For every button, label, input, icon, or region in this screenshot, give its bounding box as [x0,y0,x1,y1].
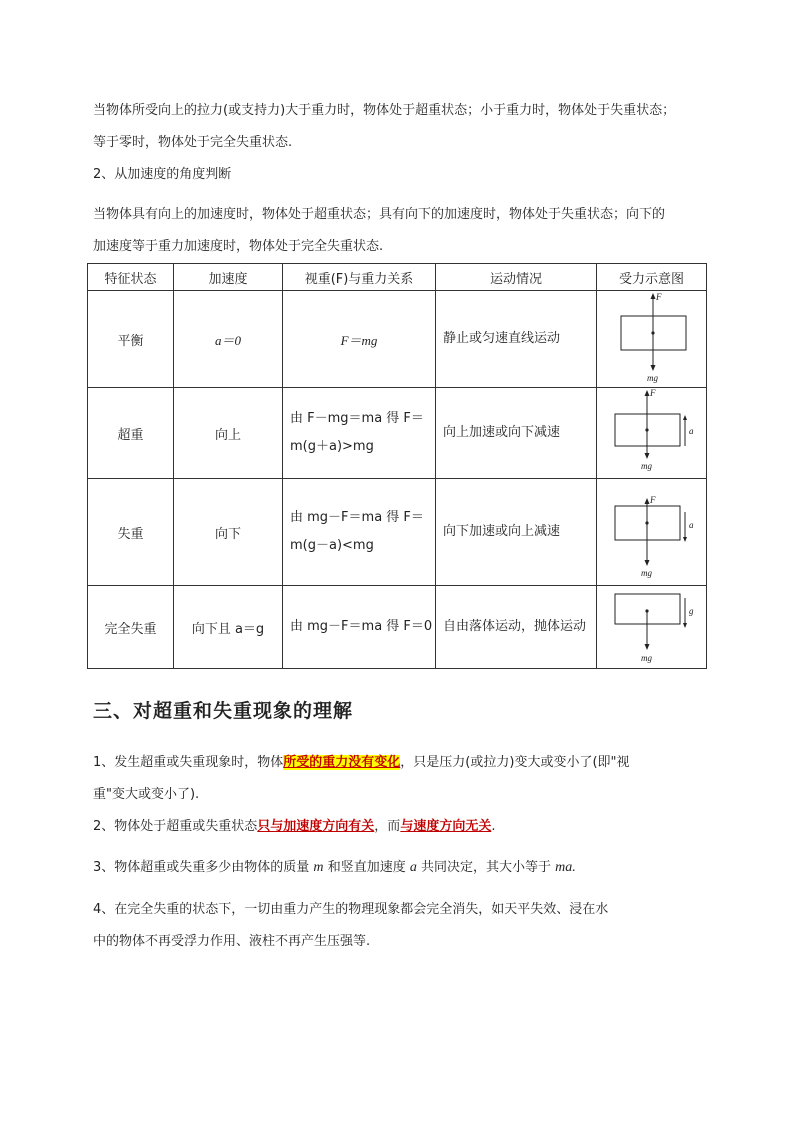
section3-p4-line-1: 4、在完全失重的状态下，一切由重力产生的物理现象都会完全消失，如天平失效、浸在水 [93,902,609,917]
section3-p1-line-2: 重"变大或变小了). [93,787,200,802]
cell-state: 失重 [88,479,174,586]
label-mg: mg [640,568,652,578]
header-motion: 运动情况 [436,264,597,291]
p2-text-c: . [491,819,496,834]
force-diagram-balance [602,291,702,383]
cell-diagram [597,479,707,586]
label-F: F [649,388,655,398]
section3-p3 [93,858,576,878]
p3-text-c: 共同决定，其大小等于 [420,860,551,875]
label-mg: mg [640,653,652,663]
force-diagram-complete-weightless [602,586,702,664]
relation-line-1: 由 mg－F＝ma 得 F＝ [290,510,424,525]
header-diagram: 受力示意图 [597,264,707,291]
label-mg: mg [640,461,652,471]
cell-state: 超重 [88,388,174,479]
weight-state-table [87,263,707,669]
cell-motion: 向上加速或向下减速 [436,388,597,479]
cell-state: 完全失重 [88,586,174,669]
intro-line-2: 等于零时，物体处于完全失重状态. [93,135,293,150]
p3-text-b: 和竖直加速度 [327,860,406,875]
cell-relation: F＝mg [283,291,436,388]
p1-text-a: 1、发生超重或失重现象时，物体 [93,755,284,770]
p2-highlight-1: 只与加速度方向有关 [257,819,375,834]
p2-text-b: ，而 [374,819,401,834]
header-state: 特征状态 [88,264,174,291]
relation-line-1: 由 F－mg＝ma 得 F＝ [290,411,424,426]
p3-mass-symbol: m [313,860,324,875]
label-F: F [655,292,661,302]
table-row [88,586,707,669]
intro-line-1: 当物体所受向上的拉力(或支持力)大于重力时，物体处于超重状态；小于重力时，物体处于失重状态； [93,103,676,118]
label-g: g [688,606,693,616]
section3-p1-line-1 [93,753,630,773]
cell-motion: 自由落体运动，抛体运动 [436,586,597,669]
section2-line-2: 加速度等于重力加速度时，物体处于完全失重状态. [93,239,384,254]
cell-relation: 由 mg－F＝ma 得 F＝0 [283,586,436,669]
table-header-row [88,264,707,291]
label-a: a [688,426,693,436]
cell-diagram [597,291,707,388]
force-diagram-overweight [602,388,702,474]
label-F: F [649,495,655,505]
cell-state: 平衡 [88,291,174,388]
cell-accel: a＝0 [174,291,283,388]
label-mg: mg [646,373,658,383]
relation-line-2: m(g＋a)>mg [290,439,374,454]
p1-highlight: 所受的重力没有变化 [283,755,401,770]
section2-heading: 2、从加速度的角度判断 [93,167,232,182]
label-a: a [688,520,693,530]
header-relation: 视重(F)与重力关系 [283,264,436,291]
cell-accel: 向下 [174,479,283,586]
cell-relation [283,388,436,479]
cell-relation [283,479,436,586]
cell-diagram [597,388,707,479]
p3-ma-symbol: ma. [555,860,576,875]
section3-heading: 三、对超重和失重现象的理解 [93,700,354,722]
section3-p4-line-2: 中的物体不再受浮力作用、液柱不再产生压强等. [93,934,371,949]
cell-accel: 向上 [174,388,283,479]
cell-diagram [597,586,707,669]
p3-accel-symbol: a [409,860,417,875]
table-row [88,291,707,388]
table-row [88,388,707,479]
cell-accel: 向下且 a＝g [174,586,283,669]
p2-text-a: 2、物体处于超重或失重状态 [93,819,258,834]
force-diagram-weightless [602,482,702,578]
section3-p2 [93,817,495,837]
p2-highlight-2: 与速度方向无关 [400,819,492,834]
cell-motion: 向下加速或向上减速 [436,479,597,586]
table-row [88,479,707,586]
section2-line-1: 当物体具有向上的加速度时，物体处于超重状态；具有向下的加速度时，物体处于失重状态；向下的 [93,207,666,222]
cell-motion: 静止或匀速直线运动 [436,291,597,388]
p1-text-b: ，只是压力(或拉力)变大或变小了(即"视 [400,755,630,770]
relation-line-2: m(g－a)<mg [290,538,374,553]
header-accel: 加速度 [174,264,283,291]
p3-text-a: 3、物体超重或失重多少由物体的质量 [93,860,310,875]
